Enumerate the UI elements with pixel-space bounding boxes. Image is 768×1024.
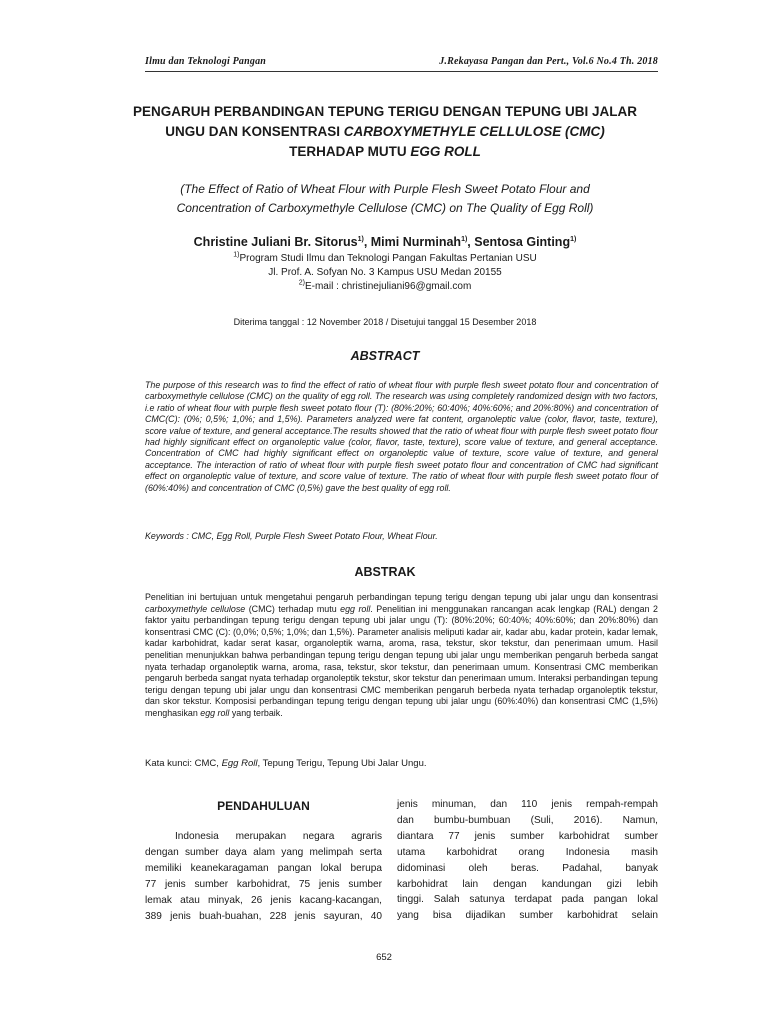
affiliation [120, 252, 650, 294]
author-3: , Sentosa Ginting [467, 235, 571, 249]
affiliation-line-3 [120, 280, 650, 294]
author-1: Christine Juliani Br. Sitorus [193, 235, 358, 249]
author-3-sup: 1) [570, 235, 577, 243]
affiliation-address: Jl. Prof. A. Sofyan No. 3 Kampus USU Medan 20155 [268, 267, 502, 278]
body-line: karbohidrat lain dengan kandungan gizi lebih [397, 878, 658, 890]
body-line: yang bisa dijadikan sumber karbohidrat selain [397, 910, 658, 922]
affiliation-sup-2: 2) [298, 279, 305, 287]
body-line: tinggi. Salah satunya terdapat pada pangan lokal [397, 894, 658, 906]
body-line: lemak atau minyak, 26 jenis kacang-kacangan, [145, 894, 382, 906]
affiliation-program: Program Studi Ilmu dan Teknologi Pangan Fakultas Pertanian USU [239, 253, 537, 264]
paper-title [120, 102, 650, 162]
page-number: 652 [376, 952, 392, 963]
affiliation-line-1 [120, 252, 650, 266]
title-line-3-text: TERHADAP MUTU [289, 144, 411, 159]
title-line-3-italic: EGG ROLL [410, 144, 481, 159]
english-title [130, 180, 640, 218]
abstract-body: The purpose of this research was to find the effect of ratio of wheat flour with purple flesh sweet potato flour and concentration of carboxymethyle cellulose (CMC) on the quality of egg roll. The research was using completely randomized design with two factors, i.e ratio of wheat flour with purple flesh sweet potato flour (T): (80%:20%; 60:40%; 40%:60%; and 20%:80%) and concentration of CMC(C): (0%; 0,5%; 1,0%; and 1,5%). Parameters analyzed were fat content, organoleptic value (color, flavor, taste, texture), score value of texture, and general acceptance.The results showed that the ratio of wheat flour with purple flesh sweet potato flour had highly significant effect on organoleptic value (color, flavor, taste, texture), score value of texture, and general acceptance. Concentration of CMC had highly significant effect on organoleptic value of texture, score value of texture, and general acceptance. The interaction of ratio of wheat flour with purple flesh sweet potato flour and concentration of CMC had significant effect on organoleptic value of texture, and score value of texture. The ratio of wheat flour with purple flesh sweet potato flour of (60%:40%) and concentration of CMC (0,5%) gave the best quality of egg roll. [145, 380, 658, 493]
author-2-sup: 1) [461, 235, 468, 243]
body-line: didominasi oleh beras. Padahal, banyak [397, 862, 658, 874]
body-line: dan bumbu-bumbuan (Suli, 2016). Namun, [397, 814, 658, 826]
body-line: diantara 77 jenis sumber karbohidrat sumber [397, 830, 658, 842]
abstrak-italic-eggroll-2: egg roll [200, 707, 230, 718]
abstrak-part-4: yang terbaik. [229, 707, 283, 718]
body-line: jenis minuman, dan 110 jenis rempah-rempah [397, 799, 658, 810]
abstrak-part-2: (CMC) terhadap mutu [245, 603, 341, 614]
title-line-2 [120, 122, 650, 142]
kata-kunci-1: Kata kunci: CMC, [145, 758, 222, 769]
header-rule [145, 71, 658, 72]
kata-kunci-2: , Tepung Terigu, Tepung Ubi Jalar Ungu. [257, 758, 427, 769]
title-line-2-italic: CARBOXYMETHYLE CELLULOSE (CMC) [343, 124, 605, 139]
english-title-line-2: Concentration of Carboxymethyle Cellulose (CMC) on The Quality of Egg Roll) [176, 201, 594, 215]
abstrak-italic-eggroll: egg roll [340, 603, 371, 614]
abstract-keywords: Keywords : CMC, Egg Roll, Purple Flesh Sweet Potato Flour, Wheat Flour. [145, 531, 438, 541]
body-line: 77 jenis sumber karbohidrat, 75 jenis sumber [145, 878, 382, 890]
section-heading-pendahuluan: PENDAHULUAN [217, 799, 310, 813]
author-list [120, 235, 650, 249]
body-line: Indonesia merupakan negara agraris [175, 831, 382, 842]
author-2: , Mimi Nurminah [363, 235, 462, 249]
title-line-3 [120, 142, 650, 162]
abstrak-heading: ABSTRAK [354, 565, 416, 579]
body-line: 389 jenis buah-buahan, 228 jenis sayuran, 40 [145, 910, 382, 922]
affiliation-sup-1: 1) [233, 251, 240, 259]
body-column-left [145, 829, 382, 924]
title-line-1: PENGARUH PERBANDINGAN TEPUNG TERIGU DENGAN TEPUNG UBI JALAR [132, 104, 638, 119]
body-line: utama karbohidrat orang Indonesia masih [397, 846, 658, 858]
abstrak-body [145, 592, 658, 720]
received-dates: Diterima tanggal : 12 November 2018 / Disetujui tanggal 15 Desember 2018 [233, 317, 537, 327]
body-line: dengan sumber daya alam yang melimpah serta [145, 846, 382, 858]
author-1-sup: 1) [357, 235, 364, 243]
abstrak-keywords [145, 758, 658, 769]
body-column-right [397, 797, 658, 924]
title-line-2-text: UNGU DAN KONSENTRASI [165, 124, 344, 139]
journal-field: Ilmu dan Teknologi Pangan [145, 56, 267, 67]
abstract-heading: ABSTRACT [350, 349, 420, 363]
body-line: memiliki keanekaragaman pangan lokal berupa [145, 862, 382, 874]
english-title-line-1: (The Effect of Ratio of Wheat Flour with Purple Flesh Sweet Potato Flour and [180, 182, 590, 196]
running-header [145, 56, 658, 67]
abstrak-part-3: . Penelitian ini menggunakan rancangan acak lengkap (RAL) dengan 2 faktor yaitu perbandingan tepung terigu dengan tepung ubi jalar ungu (T): (80%:20%; 60:40%; 40%:60%; dan 20%:80%) dan konsentrasi CMC (C): (0,0%; 0,5%; 1,0%; dan 1,5%). Parameter analisis meliputi kadar air, kadar abu, kadar protein, kadar lemak, kadar karbohidrat, kadar serat kasar, organoleptik warna, aroma, rasa, tekstur, skor tekstur, dan penerimaan umum. Hasil penelitian menunjukkan bahwa perbandingan tepung terigu dengan tepung ubi jalar ungu memberikan pengaruh berbeda sangat nyata terhadap organoleptik warna, aroma, rasa, tekstur, skor tekstur, dan penerimaan umum. Konsentrasi CMC memberikan pengaruh berbeda sangat nyata terhadap organoleptik tekstur, skor tekstur dan penerimaan umum. Interaksi perbandingan tepung terigu dengan tepung ubi jalar ungu dan konsentrasi CMC memberikan pengaruh berbeda nyata terhadap organoleptik tekstur, dan skor tekstur. Komposisi perbandingan tepung terigu dengan tepung ubi jalar ungu (60%:40%) dan konsentrasi CMC (1,5%) menghasikan [145, 603, 658, 718]
affiliation-email: E-mail : christinejuliani96@gmail.com [304, 281, 472, 292]
kata-kunci-italic: Egg Roll [221, 758, 258, 769]
abstrak-part-1: Penelitian ini bertujuan untuk mengetahui pengaruh perbandingan tepung terigu dengan tepung ubi jalar ungu dan konsentrasi [145, 592, 658, 602]
journal-citation: J.Rekayasa Pangan dan Pert., Vol.6 No.4 Th. 2018 [439, 56, 658, 67]
abstrak-italic-cmc: carboxymethyle cellulose [145, 603, 246, 614]
